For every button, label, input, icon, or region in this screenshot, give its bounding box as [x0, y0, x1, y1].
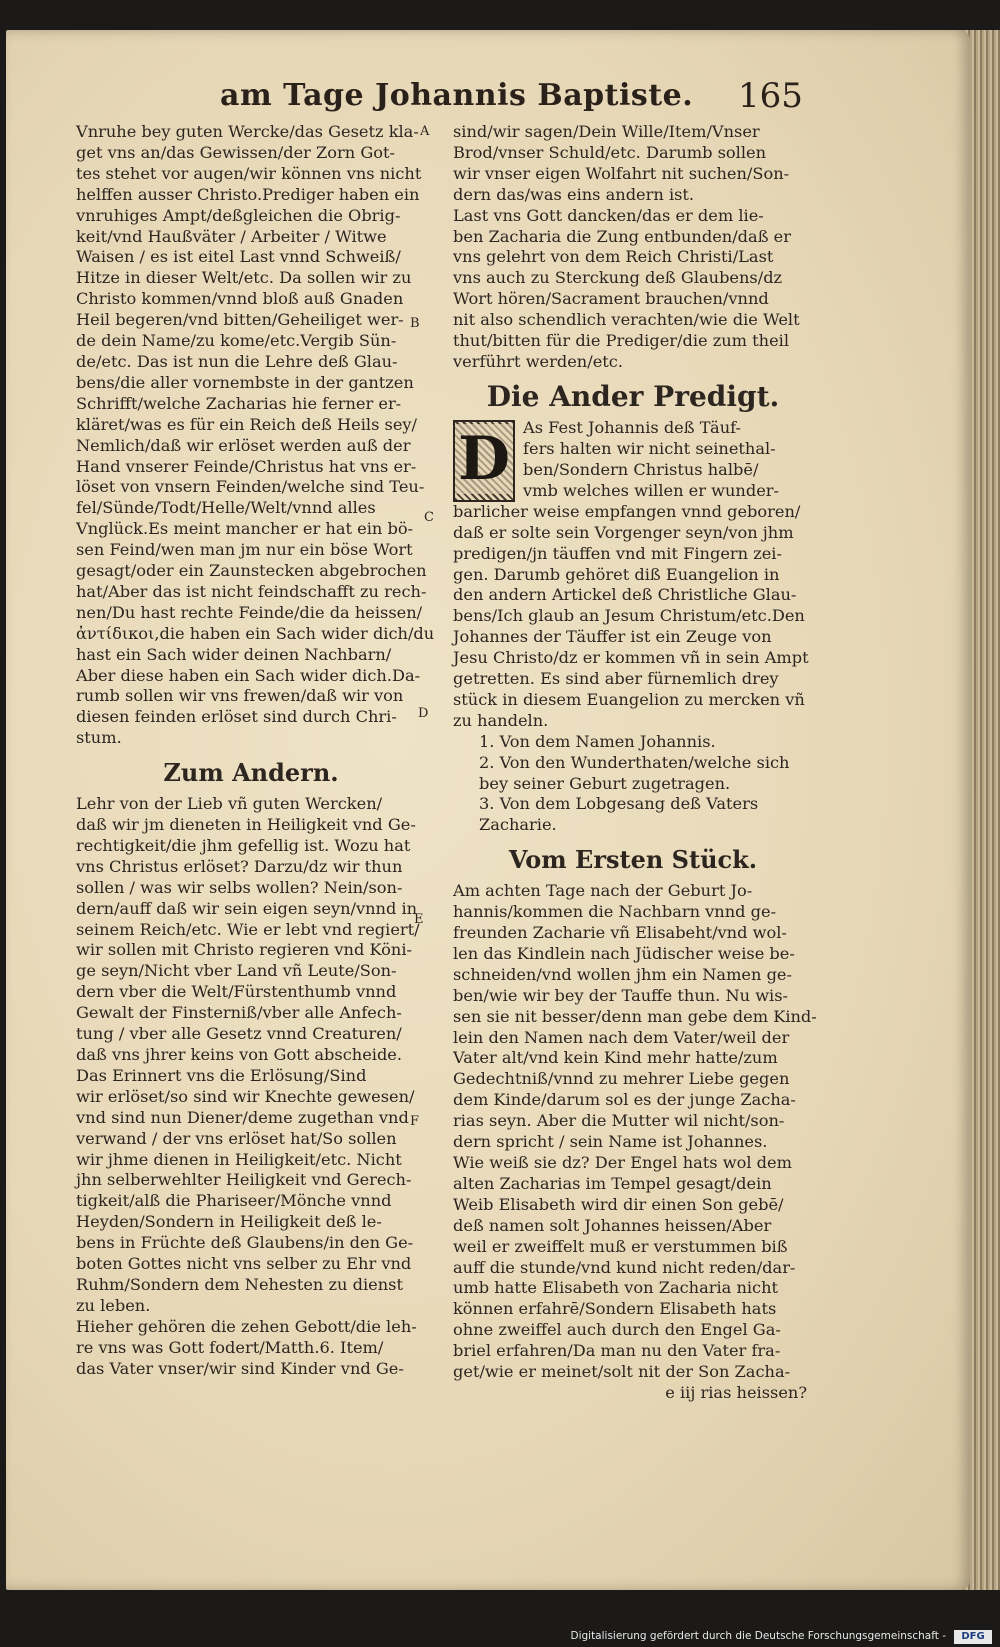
text-line: diesen feinden erlöset sind durch Chri- — [76, 707, 397, 727]
text-line: 1. Von dem Namen Johannis. — [479, 731, 716, 751]
left-block-3 — [76, 1066, 426, 1317]
text-line: zu handeln. — [453, 710, 549, 730]
text-line: 2. Von den Wunderthaten/welche sich — [479, 752, 790, 772]
text-line: fers halten wir nicht seinethal- — [523, 438, 776, 458]
left-block-1 — [76, 122, 435, 749]
text-line: vnruhiges Ampt/deßgleichen die Obrig- — [76, 205, 401, 225]
text-line: Wie weiß sie dz? Der Engel hats wol dem — [453, 1152, 792, 1172]
text-line: umb hatte Elisabeth von Zacharia nicht — [453, 1278, 779, 1298]
signature-mark: e iij — [665, 1382, 696, 1402]
text-line: Nemlich/daß wir erlöset werden auß der — [76, 435, 411, 455]
text-line: verführt werden/etc. — [453, 351, 623, 371]
text-line: helffen ausser Christo.Prediger haben ein — [76, 184, 420, 204]
text-line: 3. Von dem Lobgesang deß Vaters — [479, 794, 759, 814]
text-line: dern/auff daß wir sein eigen seyn/vnnd in — [76, 898, 418, 918]
text-line: bey seiner Geburt zugetragen. — [479, 773, 731, 793]
section-heading-ander-predigt: Die Ander Predigt. — [486, 379, 780, 413]
text-line: dern vber die Welt/Fürstenthumb vnnd — [76, 982, 397, 1002]
dfg-logo: DFG — [954, 1630, 992, 1644]
text-line: vmb welches willen er wunder- — [523, 480, 779, 500]
text-line: Brod/vnser Schuld/etc. Darumb sollen — [453, 142, 767, 162]
text-line: As Fest Johannis deß Täuf- — [523, 417, 742, 437]
text-line: gen. Darumb gehöret diß Euangelion in — [453, 564, 780, 584]
text-line: briel erfahren/Da man nu den Vater fra- — [453, 1341, 781, 1361]
text-line: daß er solte sein Vorgenger seyn/von jhm — [453, 522, 794, 542]
text-line: wir jhme dienen in Heiligkeit/etc. Nicht — [76, 1149, 402, 1169]
text-line: Gewalt der Finsterniß/vber alle Anfech- — [76, 1003, 402, 1023]
text-line: alten Zacharias im Tempel gesagt/dein — [453, 1173, 772, 1193]
text-line: Last vns Gott dancken/das er dem lie- — [453, 205, 764, 225]
text-line: hat/Aber das ist nicht feindschafft zu rech- — [76, 581, 427, 601]
text-line: nen/Du hast rechte Feinde/die da heissen/ — [76, 602, 423, 622]
text-line: Hand vnserer Feinde/Christus hat vns er- — [76, 456, 417, 476]
text-line: Christo kommen/vnnd bloß auß Gnaden — [76, 289, 404, 309]
text-line: bens/die aller vornembste in der gantzen — [76, 372, 414, 392]
drop-cap-paragraph — [453, 418, 813, 502]
left-block-2 — [76, 794, 426, 1066]
text-line: len das Kindlein nach Jüdischer weise be- — [453, 943, 795, 963]
text-line: Jesu Christo/dz er kommen vñ in sein Ampt — [453, 648, 809, 668]
text-line: vns Christus erlöset? Darzu/dz wir thun — [76, 856, 403, 876]
decorated-initial — [453, 420, 515, 502]
margin-letter-f: F — [410, 1114, 420, 1129]
margin-letter-c: C — [424, 510, 434, 525]
text-line: rias seyn. Aber die Mutter wil nicht/son- — [453, 1111, 785, 1131]
left-column — [76, 122, 435, 1379]
text-line: bens/Ich glaub an Jesum Christum/etc.Den — [453, 606, 805, 626]
page-number: 165 — [738, 76, 803, 116]
text-line: Johannes der Täuffer ist ein Zeuge von — [453, 627, 772, 647]
right-block-2 — [453, 206, 813, 373]
text-line: Das Erinnert vns die Erlösung/Sind — [76, 1065, 367, 1085]
text-line: ge seyn/Nicht vber Land vñ Leute/Son- — [76, 961, 397, 981]
text-line: get/wie er meinet/solt nit der Son Zacha- — [453, 1362, 791, 1382]
text-line: dern spricht / sein Name ist Johannes. — [453, 1132, 768, 1152]
text-line: sen sie nit besser/denn man gebe dem Kind- — [453, 1006, 817, 1026]
text-line: Waisen / es ist eitel Last vnnd Schweiß/ — [76, 247, 401, 267]
text-line: dem Kinde/darum sol es der junge Zacha- — [453, 1090, 796, 1110]
signature-line — [453, 1383, 813, 1404]
text-line: stück in diesem Euangelion zu mercken vñ — [453, 689, 805, 709]
section-heading-vom-ersten-stueck: Vom Ersten Stück. — [508, 845, 758, 875]
text-line: sen Feind/wen man jm nur ein böse Wort — [76, 540, 413, 560]
text-line: Heyden/Sondern in Heiligkeit deß le- — [76, 1212, 382, 1232]
text-line: Wort hören/Sacrament brauchen/vnnd — [453, 289, 769, 309]
text-line: de dein Name/zu kome/etc.Vergib Sün- — [76, 331, 397, 351]
text-line: barlicher weise empfangen vnnd geboren/ — [453, 501, 801, 521]
text-line: ohne zweiffel auch durch den Engel Ga- — [453, 1320, 781, 1340]
text-line: predigen/jn täuffen vnd mit Fingern zei- — [453, 543, 782, 563]
text-line: tigkeit/alß die Phariseer/Mönche vnnd — [76, 1191, 392, 1211]
right-column — [453, 122, 817, 1404]
text-line: tes stehet vor augen/wir können vns nicht — [76, 163, 422, 183]
right-block-4 — [453, 881, 817, 1383]
margin-letter-a: A — [420, 124, 430, 139]
initial-letter: D — [455, 424, 513, 494]
text-line: sollen / was wir selbs wollen? Nein/son- — [76, 877, 403, 897]
text-line: auff die stunde/vnd kund nicht reden/dar- — [453, 1257, 796, 1277]
text-line: re vns was Gott fodert/Matth.6. Item/ — [76, 1337, 384, 1357]
text-line: wir vnser eigen Wolfahrt nit suchen/Son- — [453, 163, 790, 183]
text-line: Weib Elisabeth wird dir einen Son gebē/ — [453, 1194, 784, 1214]
text-line: wir sollen mit Christo regieren vnd Köni- — [76, 940, 412, 960]
text-line: Hieher gehören die zehen Gebott/die leh- — [76, 1316, 417, 1336]
text-line: ben Zacharia die Zung entbunden/daß er — [453, 226, 791, 246]
margin-letter-d: D — [418, 706, 429, 721]
running-head: am Tage Johannis Baptiste. — [220, 78, 694, 113]
text-line: weil er zweiffelt muß er verstummen biß — [453, 1236, 788, 1256]
text-line: den andern Artickel deß Christliche Glau- — [453, 585, 797, 605]
text-line: daß wir jm dieneten in Heiligkeit vnd Ge- — [76, 815, 416, 834]
text-line: getretten. Es sind aber fürnemlich drey — [453, 669, 779, 689]
left-block-4 — [76, 1317, 426, 1380]
text-line: Vnglück.Es meint mancher er hat ein bö- — [76, 519, 414, 539]
catchword: rias heissen? — [700, 1382, 807, 1402]
text-line: ben/Sondern Christus halbē/ — [523, 459, 759, 479]
text-line: daß vns jhrer keins von Gott abscheide. — [76, 1044, 403, 1064]
text-line: fel/Sünde/Todt/Helle/Welt/vnnd alles — [76, 498, 376, 518]
text-line: Vnruhe bey guten Wercke/das Gesetz kla- — [76, 122, 419, 141]
text-line: zu leben. — [76, 1295, 151, 1315]
text-line: hannis/kommen die Nachbarn vnnd ge- — [453, 902, 777, 922]
text-line: Heil begeren/vnd bitten/Geheiliget wer- — [76, 310, 404, 330]
text-line: lein den Namen nach dem Vater/weil der — [453, 1027, 790, 1047]
text-line: bens in Früchte deß Glaubens/in den Ge- — [76, 1233, 414, 1253]
text-line: ben/wie wir bey der Tauffe thun. Nu wis- — [453, 985, 789, 1005]
text-line: verwand / der vns erlöset hat/So sollen — [76, 1128, 397, 1148]
text-line: deß namen solt Johannes heissen/Aber — [453, 1215, 772, 1235]
text-line: de/etc. Das ist nun die Lehre deß Glau- — [76, 351, 398, 371]
text-line: schneiden/vnd wollen jhm ein Namen ge- — [453, 964, 792, 984]
text-line: wir erlöset/so sind wir Knechte gewesen/ — [76, 1086, 415, 1106]
text-line: jhn selberwehlter Heiligkeit vnd Gerech- — [76, 1170, 412, 1190]
text-line: vns auch zu Sterckung deß Glaubens/dz — [453, 268, 783, 288]
text-line: thut/bitten für die Prediger/die zum theil — [453, 331, 790, 351]
text-line: Zacharie. — [479, 815, 557, 835]
text-line: seinem Reich/etc. Wie er lebt vnd regiert/ — [76, 919, 420, 939]
text-line: Ruhm/Sondern dem Nehesten zu dienst — [76, 1274, 403, 1294]
text-line: nit also schendlich verachten/wie die Welt — [453, 310, 800, 330]
text-line: rumb sollen wir vns frewen/daß wir von — [76, 686, 404, 706]
enumeration-list — [453, 732, 813, 837]
right-block-3 — [453, 502, 813, 732]
text-line: sind/wir sagen/Dein Wille/Item/Vnser — [453, 122, 760, 141]
text-line: Lehr von der Lieb vñ guten Wercken/ — [76, 794, 383, 814]
text-line: das Vater vnser/wir sind Kinder vnd Ge- — [76, 1358, 404, 1378]
text-line: keit/vnd Haußväter / Arbeiter / Witwe — [76, 226, 387, 246]
text-line: löset von vnsern Feinden/welche sind Teu- — [76, 477, 425, 497]
margin-letter-b: B — [410, 316, 420, 331]
text-line: Hitze in dieser Welt/etc. Da sollen wir zu — [76, 268, 412, 288]
text-line: gesagt/oder ein Zaunstecken abgebrochen — [76, 561, 427, 581]
text-line: Schrifft/welche Zacharias hie ferner er- — [76, 393, 402, 413]
text-line: vns gelehrt von dem Reich Christi/Last — [453, 247, 774, 267]
footer-credit: Digitalisierung gefördert durch die Deutsche Forschungsgemeinschaft - — [570, 1630, 946, 1642]
text-line: kläret/was es für ein Reich deß Heils sey/ — [76, 414, 418, 434]
text-line: rechtigkeit/die jhm gefellig ist. Wozu hat — [76, 835, 411, 855]
text-line: Vater alt/vnd kein Kind mehr hatte/zum — [453, 1048, 778, 1068]
text-line: tung / vber alle Gesetz vnnd Creaturen/ — [76, 1024, 402, 1044]
text-line: freunden Zacharie vñ Elisabeht/vnd wol- — [453, 923, 787, 942]
text-line: hast ein Sach wider deinen Nachbarn/ — [76, 644, 392, 664]
text-line: Aber diese haben ein Sach wider dich.Da- — [76, 665, 421, 685]
text-line: get vns an/das Gewissen/der Zorn Got- — [76, 142, 396, 162]
text-line: können erfahrē/Sondern Elisabeth hats — [453, 1299, 777, 1319]
margin-letter-e: E — [414, 912, 424, 927]
right-block-1 — [453, 122, 813, 206]
text-line: boten Gottes nicht vns selber zu Ehr vnd — [76, 1254, 412, 1274]
text-line: dern das/was eins andern ist. — [453, 184, 695, 204]
text-line: vnd sind nun Diener/deme zugethan vnd — [76, 1107, 409, 1127]
text-line: Gedechtniß/vnnd zu mehrer Liebe gegen — [453, 1069, 790, 1089]
text-line: Am achten Tage nach der Geburt Jo- — [453, 881, 753, 901]
text-line: ἀντίδικοι,die haben ein Sach wider dich/du — [76, 623, 435, 643]
text-line: stum. — [76, 728, 122, 748]
section-heading-zum-andern: Zum Andern. — [163, 758, 339, 788]
